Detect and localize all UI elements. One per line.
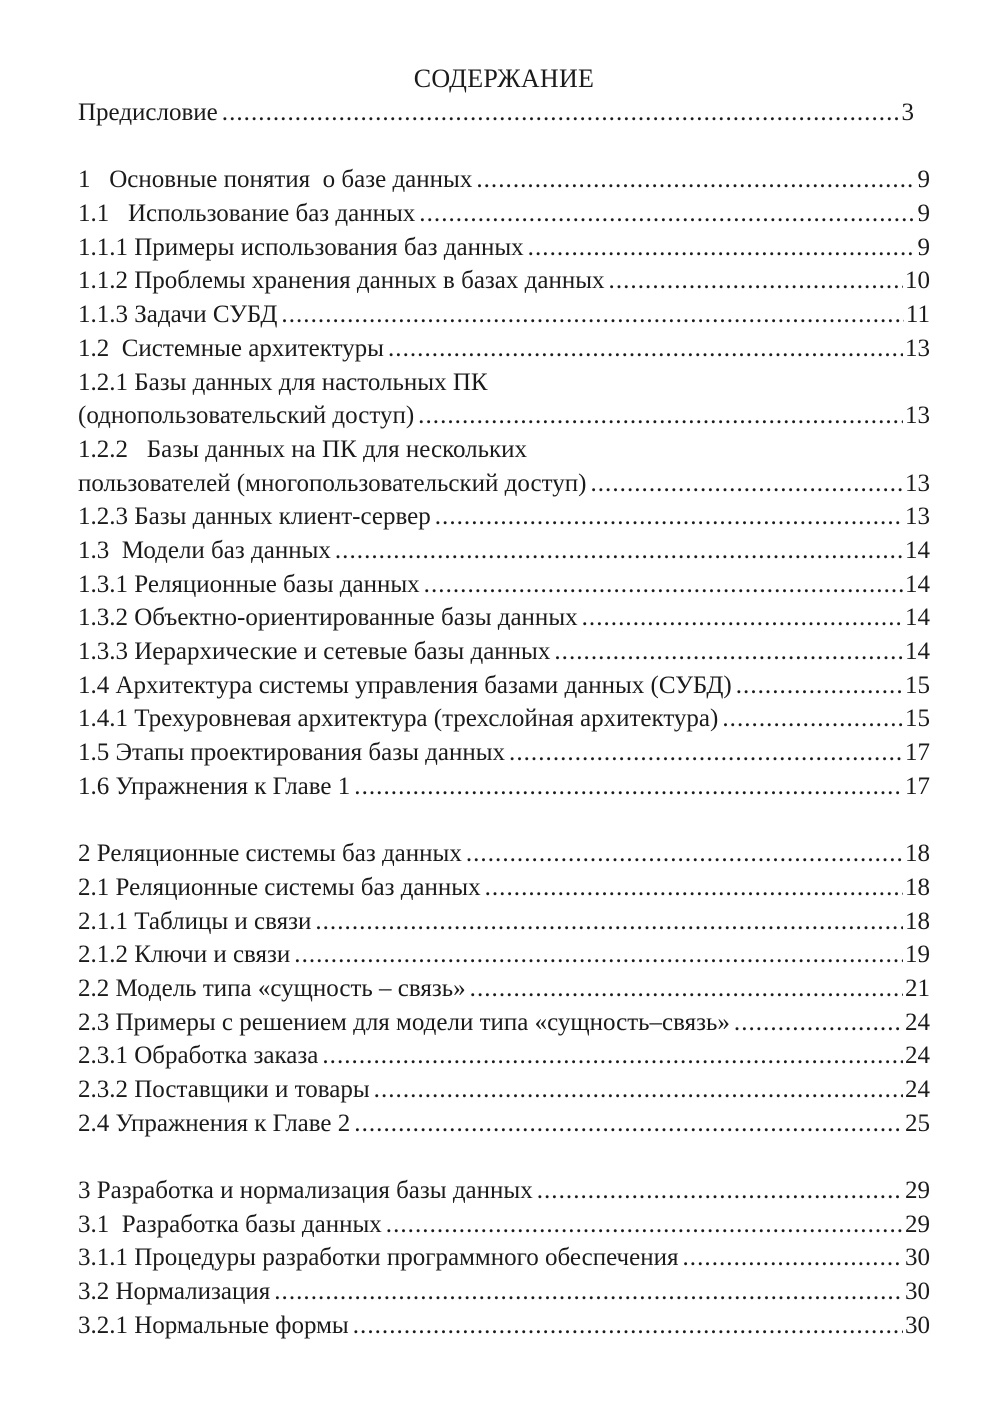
toc-entry — [78, 96, 930, 130]
toc-leader-dots — [537, 1174, 903, 1208]
toc-entry-title: 1.2.3 Базы данных клиент-сервер — [78, 503, 431, 531]
toc-entry-page: 18 — [905, 907, 930, 935]
toc-entry — [78, 905, 930, 939]
toc-entry-title: 1.1.2 Проблемы хранения данных в базах данных — [78, 267, 605, 295]
toc-leader-dots — [485, 871, 903, 905]
toc-entry-page: 30 — [905, 1244, 930, 1272]
toc-entry-first-line — [78, 366, 930, 400]
toc-entry-page: 14 — [905, 570, 930, 598]
toc-entry-page: 24 — [905, 1075, 930, 1103]
toc-entry-page: 30 — [905, 1311, 930, 1339]
toc-entry — [78, 264, 930, 298]
toc-leader-dots — [435, 500, 903, 534]
toc-entry — [78, 1107, 930, 1141]
toc-leader-dots — [582, 601, 903, 635]
toc-entry-title: 1.3.3 Иерархические и сетевые базы данных — [78, 638, 551, 665]
toc-entry-page: 14 — [905, 638, 930, 665]
toc-leader-dots — [609, 264, 903, 298]
toc-entry-page: 9 — [917, 200, 930, 228]
toc-entry-page: 9 — [917, 166, 930, 194]
toc-leader-dots — [470, 972, 903, 1006]
toc-entry — [78, 938, 930, 972]
toc-leader-dots — [354, 770, 903, 804]
toc-entry — [78, 736, 930, 770]
toc-entry-title: 3.2.1 Нормальные формы — [78, 1311, 349, 1339]
toc-entry — [78, 1275, 930, 1309]
toc-entry — [78, 837, 930, 871]
toc-leader-dots — [509, 736, 903, 770]
toc-entry-second-line — [78, 399, 930, 433]
toc-entry-title: 2.1 Реляционные системы баз данных — [78, 873, 481, 901]
toc-entry — [78, 1309, 930, 1343]
toc-entry-title: 2.3 Примеры с решением для модели типа «сущность–связь» — [78, 1008, 730, 1036]
toc-entry-title: 2.2 Модель типа «сущность – связь» — [78, 974, 466, 1002]
toc-entry-page: 11 — [905, 301, 930, 329]
toc-leader-dots — [590, 467, 903, 501]
toc-entry-title: 1.2 Системные архитектуры — [78, 334, 384, 362]
toc-leader-dots — [354, 1107, 903, 1141]
toc-entry — [78, 635, 930, 669]
toc-leader-dots — [466, 837, 903, 871]
toc-entry-title: 1.2.2 Базы данных на ПК для нескольких — [78, 435, 528, 463]
toc-entry-page: 13 — [905, 334, 930, 362]
toc-entry-title: 3 Разработка и нормализация базы данных — [78, 1177, 533, 1204]
toc-entry-page: 3 — [901, 99, 914, 126]
page-title: СОДЕРЖАНИЕ — [413, 64, 595, 93]
toc-entry-title: 3.1.1 Процедуры разработки программного обеспечения — [78, 1244, 679, 1272]
toc-entry-page: 10 — [905, 267, 930, 295]
toc-entry — [78, 1006, 930, 1040]
toc-entry-title: 2.1.1 Таблицы и связи — [78, 907, 312, 935]
toc-entry — [78, 298, 930, 332]
toc-entry — [78, 568, 930, 602]
toc-entry — [78, 601, 930, 635]
toc-entry-page: 18 — [905, 873, 930, 901]
toc-entry-page: 25 — [905, 1109, 930, 1137]
toc-entry — [78, 1073, 930, 1107]
toc-entry-page: 9 — [917, 233, 930, 261]
toc-entry-page: 29 — [905, 1177, 930, 1204]
toc-entry-title: 1.3 Модели баз данных — [78, 536, 331, 564]
toc-entry-title: 1.4 Архитектура системы управления базами данных (СУБД) — [78, 671, 732, 699]
section-gap — [78, 1140, 930, 1174]
toc-entry-page: 21 — [905, 974, 930, 1002]
toc-entry — [78, 1174, 930, 1208]
toc-entry-title: 1.5 Этапы проектирования базы данных — [78, 739, 506, 767]
toc-entry-title: 2.3.1 Обработка заказа — [78, 1042, 319, 1070]
toc-entry — [78, 770, 930, 804]
toc-entry-title: 1.1.3 Задачи СУБД — [78, 301, 278, 329]
toc-leader-dots — [476, 163, 914, 197]
toc-entry-title: 1.2.1 Базы данных для настольных ПК — [78, 368, 488, 396]
toc-entry-page: 18 — [905, 840, 930, 868]
toc-entry — [78, 1208, 930, 1242]
toc-leader-dots — [683, 1241, 904, 1275]
toc-entry-title: Предисловие — [78, 99, 218, 126]
toc-entry-title: 1 Основные понятия о базе данных — [78, 166, 473, 194]
toc-entry-second-line — [78, 467, 930, 501]
toc-leader-dots — [294, 938, 903, 972]
toc-entry — [78, 500, 930, 534]
toc-leader-dots — [734, 1006, 903, 1040]
toc-entry-title: 1.6 Упражнения к Главе 1 — [78, 772, 351, 800]
toc-entry-title: 2.3.2 Поставщики и товары — [78, 1075, 370, 1103]
toc-entry-first-line — [78, 433, 930, 467]
toc-entry — [78, 702, 930, 736]
toc-leader-dots — [418, 399, 903, 433]
toc-entry-page: 17 — [905, 739, 930, 767]
toc-entry-page: 15 — [905, 671, 930, 699]
toc-entry — [78, 534, 930, 568]
toc-entry-page: 13 — [905, 402, 930, 430]
toc-entry — [78, 197, 930, 231]
toc-leader-dots — [335, 534, 903, 568]
toc-leader-dots — [424, 568, 903, 602]
toc-entry-title: 1.4.1 Трехуровневая архитектура (трехслойная архитектура) — [78, 705, 719, 733]
toc-entry-title-continued: пользователей (многопользовательский доступ) — [78, 469, 587, 497]
toc-entry-page: 13 — [905, 469, 930, 497]
toc-entry-title: 3.2 Нормализация — [78, 1278, 271, 1306]
toc-entry-page: 30 — [905, 1278, 930, 1306]
toc-entry-title: 1.3.1 Реляционные базы данных — [78, 570, 420, 598]
toc-leader-dots — [722, 702, 903, 736]
toc-entry — [78, 163, 930, 197]
toc-entry-page: 19 — [905, 941, 930, 969]
toc-leader-dots — [528, 231, 914, 265]
toc-entry-page: 17 — [905, 772, 930, 800]
toc-leader-dots — [386, 1208, 903, 1242]
toc-entry-title: 2.1.2 Ключи и связи — [78, 941, 291, 969]
table-of-contents — [78, 96, 930, 1342]
toc-entry — [78, 871, 930, 905]
toc-entry-title: 1.1 Использование баз данных — [78, 200, 416, 228]
toc-leader-dots — [274, 1275, 903, 1309]
toc-entry-title: 1.3.2 Объектно-ориентированные базы данных — [78, 604, 578, 632]
toc-entry-title: 3.1 Разработка базы данных — [78, 1210, 382, 1238]
toc-leader-dots — [222, 96, 898, 130]
toc-entry — [78, 1241, 930, 1275]
toc-entry — [78, 669, 930, 703]
toc-entry — [78, 972, 930, 1006]
toc-entry-page: 14 — [905, 604, 930, 632]
toc-leader-dots — [281, 298, 904, 332]
toc-entry-page: 15 — [905, 705, 930, 733]
toc-entry-page: 29 — [905, 1210, 930, 1238]
toc-leader-dots — [554, 635, 903, 669]
section-gap — [78, 803, 930, 837]
toc-entry-page: 24 — [905, 1008, 930, 1036]
toc-entry-title: 1.1.1 Примеры использования баз данных — [78, 233, 524, 261]
toc-entry-title-continued: (однопользовательский доступ) — [78, 402, 415, 430]
toc-entry-page: 14 — [905, 536, 930, 564]
toc-entry — [78, 332, 930, 366]
toc-entry — [78, 1039, 930, 1073]
toc-entry-page: 13 — [905, 503, 930, 531]
toc-entry — [78, 231, 930, 265]
toc-leader-dots — [322, 1039, 903, 1073]
section-gap — [78, 130, 930, 164]
toc-entry-page: 24 — [905, 1042, 930, 1070]
toc-leader-dots — [388, 332, 903, 366]
toc-leader-dots — [374, 1073, 903, 1107]
toc-leader-dots — [736, 669, 903, 703]
toc-entry-title: 2 Реляционные системы баз данных — [78, 840, 462, 868]
toc-leader-dots — [419, 197, 914, 231]
toc-entry-title: 2.4 Упражнения к Главе 2 — [78, 1109, 351, 1137]
toc-leader-dots — [315, 905, 903, 939]
toc-leader-dots — [353, 1309, 903, 1343]
